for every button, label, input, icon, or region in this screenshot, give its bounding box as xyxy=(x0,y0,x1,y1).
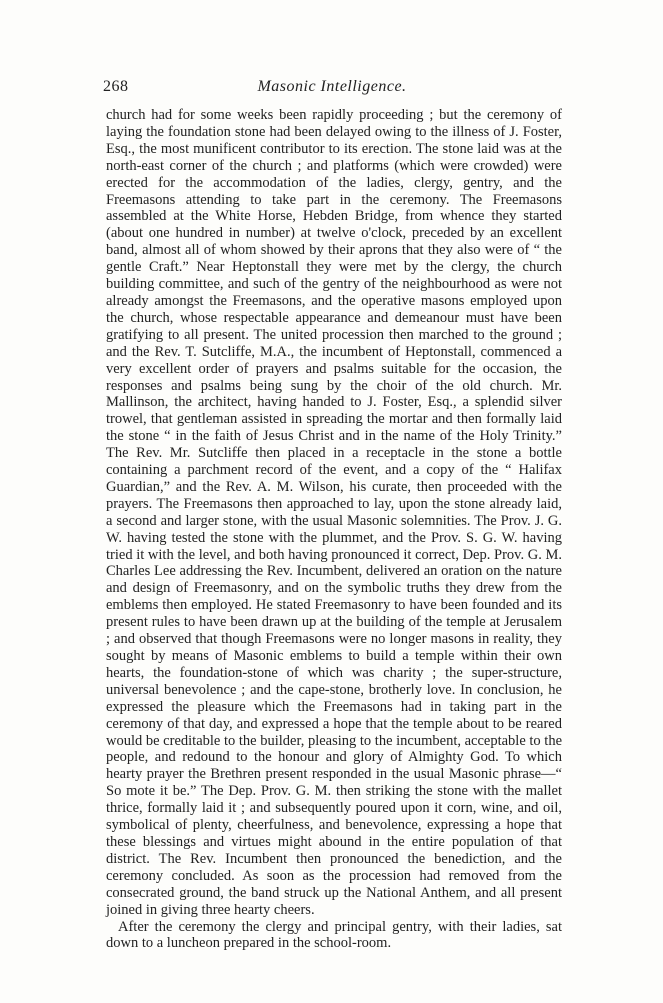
page-header xyxy=(103,78,561,100)
running-title: Masonic Intelligence. xyxy=(257,78,407,95)
paragraph-ceremony: church had for some weeks been rapidly proceeding ; but the ceremony of laying the foundation stone had been delayed owing to the illness of J. Foster, Esq., the most munificent contributor to its erection. The stone laid was at the north-east corner of the church ; and platforms (which were crowded) were erected for the accommodation of the ladies, clergy, gentry, and the Freemasons attending to take part in the ceremony. The Freemasons assembled at the White Horse, Hebden Bridge, from whence they started (about one hundred in number) at twelve o'clock, preceded by an excellent band, almost all of whom showed by their aprons that they also were of “ the gentle Craft.” Near Heptonstall they were met by the clergy, the church building committee, and such of the gentry of the neighbourhood as were not already amongst the Freemasons, and the operative masons employed upon the church, whose respectable appearance and demeanour must have been gratifying to all present. The united procession then marched to the ground ; and the Rev. T. Sutcliffe, M.A., the incumbent of Heptonstall, commenced a very excellent order of prayers and psalms suitable for the occasion, the responses and psalms being sung by the choir of the old church. Mr. Mallinson, the architect, having handed to J. Foster, Esq., a splendid silver trowel, that gentleman assisted in spreading the mortar and then formally laid the stone “ in the faith of Jesus Christ and in the name of the Holy Trinity.” The Rev. Mr. Sutcliffe then placed in a receptacle in the stone a bottle containing a parchment record of the event, and a copy of the “ Halifax Guardian,” and the Rev. A. M. Wilson, his curate, then proceeded with the prayers. The Freemasons then approached to lay, upon the stone already laid, a second and larger stone, with the usual Masonic solemnities. The Prov. J. G. W. having tested the stone with the plummet, and the Prov. S. G. W. having tried it with the level, and both having pronounced it correct, Dep. Prov. G. M. Charles Lee addressing the Rev. Incumbent, delivered an oration on the nature and design of Freemasonry, and on the symbolic truths they drew from the emblems then employed. He stated Freemasonry to have been founded and its present rules to have been drawn up at the building of the temple at Jerusalem ; and observed that though Freemasons were no longer masons in reality, they sought by means of Masonic emblems to build a temple within their own hearts, the foundation-stone of which was charity ; the super-structure, universal benevolence ; and the cape-stone, brotherly love. In conclusion, he expressed the pleasure which the Freemasons had in taking part in the ceremony of that day, and expressed a hope that the temple about to be reared would be creditable to the builder, pleasing to the incumbent, acceptable to the people, and redound to the honour and glory of Almighty God. To which hearty prayer the Brethren present responded in the usual Masonic phrase—“ So mote it be.” The Dep. Prov. G. M. then striking the stone with the mallet thrice, formally laid it ; and subsequently poured upon it corn, wine, and oil, symbolical of plenty, cheerfulness, and benevolence, expressing a hope that these blessings and virtues might abound in the entire population of that district. The Rev. Incumbent then pronounced the benediction, and the ceremony concluded. As soon as the procession had removed from the consecrated ground, the band struck up the National Anthem, and all present joined in giving three hearty cheers. xyxy=(106,107,563,918)
paragraph-luncheon: After the ceremony the clergy and principal gentry, with their ladies, sat down to a luncheon prepared in the school-room. xyxy=(106,918,562,952)
article-body xyxy=(106,107,563,952)
page-number: 268 xyxy=(103,78,129,95)
